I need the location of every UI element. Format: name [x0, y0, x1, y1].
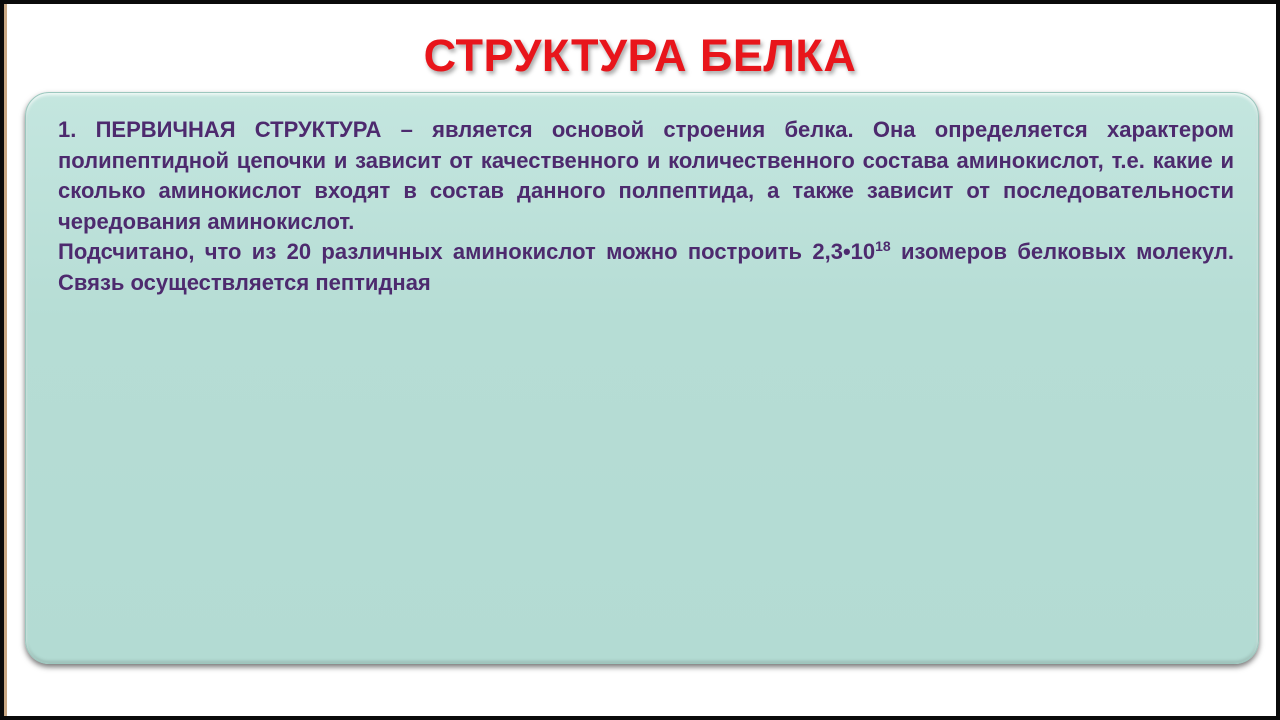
slide-left-edge: [4, 4, 7, 716]
isomers-text-end: изомеров белковых молекул. Связь осуществляется пептидная: [58, 239, 1235, 295]
content-text: [58, 115, 1234, 298]
exponent: 18: [875, 238, 891, 254]
content-box: [25, 92, 1259, 664]
isomers-text-start: Подсчитано, что из 20 различных аминокислот можно построить 2,3•10: [58, 239, 876, 264]
paragraph-primary-structure: 1. ПЕРВИЧНАЯ СТРУКТУРА – является основой строения белка. Она определяется характером полипептидной цепочки и зависит от качественного и количественного состава аминокислот, т.е. какие и сколько аминокислот входят в состав данного полпептида, а также зависит от последовательности чередования аминокислот.: [58, 117, 1234, 234]
paragraph-isomers: [58, 237, 1234, 298]
slide: [4, 4, 1276, 716]
slide-title: СТРУКТУРА БЕЛКА: [423, 30, 857, 81]
